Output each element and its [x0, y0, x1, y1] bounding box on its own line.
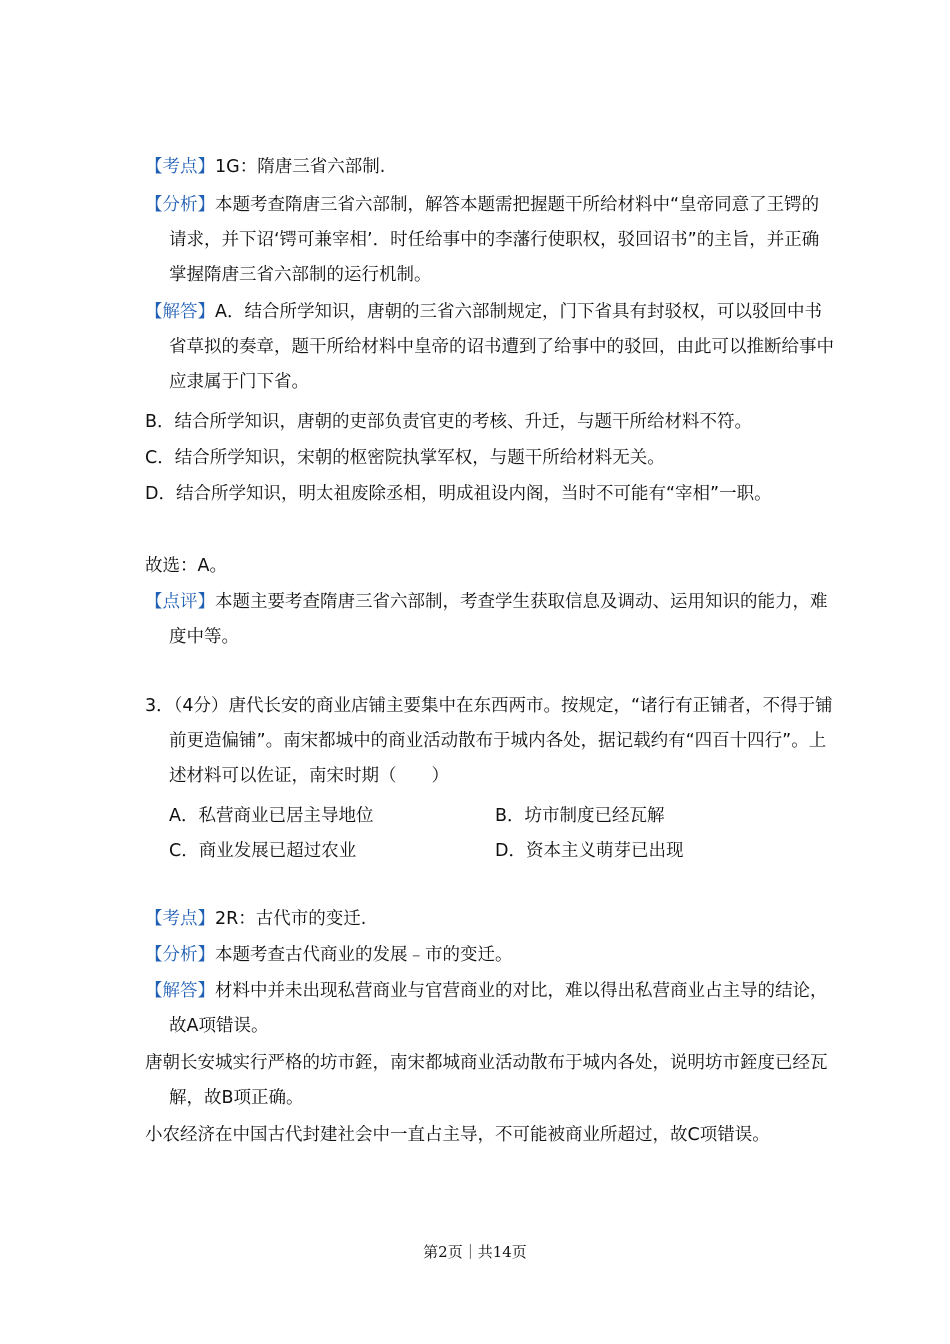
fenxi-1 — [145, 188, 834, 293]
option-a: A．私营商业已居主导地位 — [169, 806, 374, 826]
option-d: D．资本主义萌芽已出现 — [495, 841, 684, 861]
kaodian-tag: 【考点】 — [145, 157, 215, 177]
kaodian-1 — [145, 150, 810, 185]
explanation-c: C．结合所学知识，宋朝的枢密院执掌军权，与题干所给材料无关。 — [145, 448, 665, 468]
kaodian-2 — [145, 902, 810, 937]
explanation-d: D．结合所学知识，明太祖废除丞相，明成祖设内阁，当时不可能有“宰相”一职。 — [145, 484, 772, 504]
fenxi-tag: 【分析】 — [145, 945, 215, 965]
page-footer: 第2页｜共14页 — [423, 1243, 527, 1261]
jieda-text: 材料中并未出现私营商业与官营商业的对比，难以得出私营商业占主导的结论，故A项错误。 — [169, 981, 828, 1036]
fenxi-tag: 【分析】 — [145, 195, 215, 215]
explanation-b: B．结合所学知识，唐朝的吏部负责官吏的考核、升迁，与题干所给材料不符。 — [145, 412, 753, 432]
analysis-paragraph-b: 唐朝长安城实行严格的坊市銍，南宋都城商业活动散布于城内各处，说明坊市銍度已经瓦解，故B项正确。 — [145, 1053, 828, 1108]
dianping-text: 本题主要考查隋唐三省六部制，考查学生获取信息及调动、运用知识的能力，难度中等。 — [169, 592, 828, 647]
kaodian-text: 2R：古代市的变迁. — [215, 909, 367, 929]
jieda-2 — [145, 974, 834, 1044]
answer-line: 故选：A。 — [145, 556, 227, 576]
analysis-paragraph-c: 小农经济在中国古代封建社会中一直占主导，不可能被商业所超过，故C项错误。 — [145, 1125, 770, 1145]
kaodian-tag: 【考点】 — [145, 909, 215, 929]
jieda-text: A．结合所学知识，唐朝的三省六部制规定，门下省具有封驳权，可以驳回中书省草拟的奏章，题干所给材料中皇帝的诏书遭到了给事中的驳回，由此可以推断给事中应隶属于门下省。 — [169, 302, 834, 392]
jieda-1 — [145, 295, 834, 400]
dianping-1 — [145, 585, 834, 655]
option-b: B．坊市制度已经瓦解 — [495, 806, 665, 826]
kaodian-text: 1G：隋唐三省六部制. — [215, 157, 386, 177]
fenxi-text: 本题考查隋唐三省六部制，解答本题需把握题干所给材料中“皇帝同意了王锷的请求，并下诏‘锷可兼宰相’．时任给事中的李藩行使职权，驳回诏书”的主旨，并正确掌握隋唐三省六部制的运行机制。 — [169, 195, 820, 285]
fenxi-2 — [145, 938, 810, 973]
option-c: C．商业发展已超过农业 — [169, 841, 357, 861]
fenxi-text: 本题考查古代商业的发展﹣市的变迁。 — [215, 945, 513, 965]
jieda-tag: 【解答】 — [145, 302, 215, 322]
jieda-tag: 【解答】 — [145, 981, 215, 1001]
question-3-stem: 3．（4分）唐代长安的商业店铺主要集中在东西两市。按规定，“诸行有正铺者，不得于铺前更造偏铺”。南宋都城中的商业活动散布于城内各处，据记载约有“四百十四行”。上述材料可以佐证，南宋时期（ ） — [145, 696, 833, 786]
dianping-tag: 【点评】 — [145, 592, 215, 612]
